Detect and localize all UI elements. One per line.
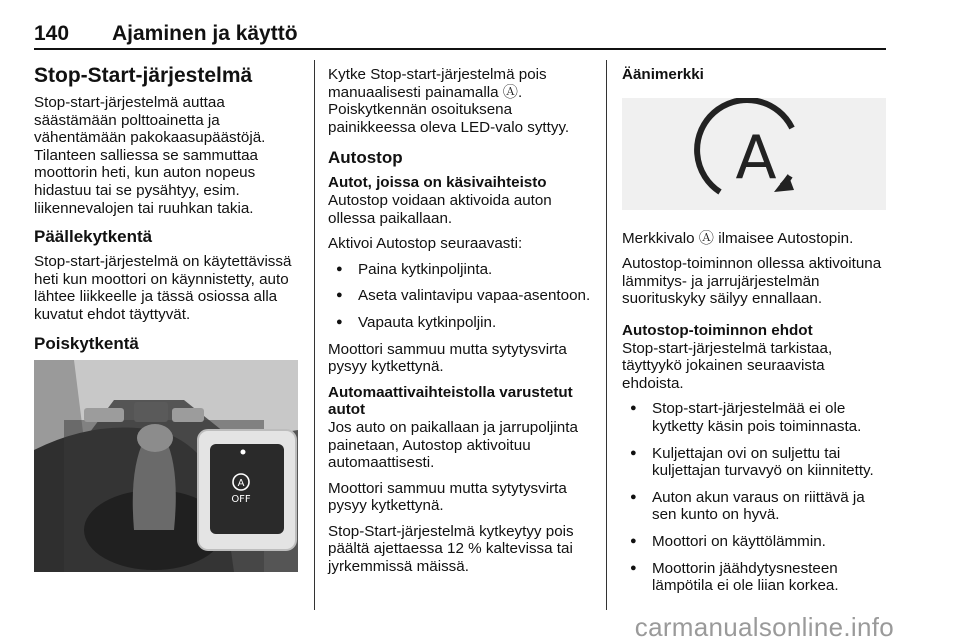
column-2: [328, 66, 600, 584]
chapter-title: Ajaminen ja käyttö: [112, 22, 298, 45]
column-3: [622, 66, 890, 604]
automatic-transmission-paragraph: Jos auto on paikallaan ja jarrupoljinta painetaan, Autostop aktivoituu automaattisesti.: [328, 418, 578, 472]
list-item: ● Stop-start-järjestelmää ei ole kytketty käsin pois toiminnasta.: [622, 400, 890, 435]
conditions-list: [622, 400, 890, 594]
manual-transmission-paragraph: Autostop voidaan aktivoida auton ollessa paikallaan.: [328, 191, 552, 227]
watermark: carmanualsonline.info: [634, 612, 894, 642]
indicator-paragraph: Merkkivalo Ⓐ ilmaisee Autostopin.: [622, 229, 854, 247]
column-divider-1: [314, 60, 315, 610]
conditions-heading: Autostop-toiminnon ehdot: [622, 321, 813, 339]
activation-paragraph: Stop-start-järjestelmä on käytettävissä heti kun moottori on käynnistetty, auto lähtee liikkeelle ja tässä osiossa alla kuvatut ehdot täyttyvät.: [34, 253, 292, 323]
list-item: ● Aseta valintavipu vapaa-asentoon.: [328, 287, 600, 305]
manual-off-paragraph: Kytke Stop-start-järjestelmä pois manuaalisesti painamalla Ⓐ. Poiskytkennän osoituksena painikkeessa oleva LED-valo syttyy.: [328, 66, 570, 136]
column-divider-2: [606, 60, 607, 610]
indicator-heading: Äänimerkki: [622, 66, 704, 83]
off-button-label: OFF: [231, 493, 251, 505]
svg-text:A: A: [735, 122, 777, 193]
activation-heading: Päällekytkentä: [34, 227, 153, 247]
list-item: ● Kuljettajan ovi on suljettu tai kuljettajan turvavyö on kiinnitetty.: [622, 445, 890, 480]
activation-steps: [328, 261, 600, 332]
column-1: [34, 64, 304, 572]
intro-paragraph: Stop-start-järjestelmä auttaa säästämään polttoainetta ja vähentämään pakokaasupäästöjä. Tilanteen salliessa se sammuttaa moottorin heti, kun auton nopeus hidastuu tai se pysähtyy, esim. liikennevalojen tai ruuhkan takia.: [34, 94, 266, 217]
autostop-a-icon: [622, 98, 886, 210]
engine-off-paragraph-2: Moottori sammuu mutta sytytysvirta pysyy kytkettynä.: [328, 479, 567, 515]
list-item: ● Vapauta kytkinpoljin.: [328, 314, 600, 332]
engine-off-paragraph-1: Moottori sammuu mutta sytytysvirta pysyy kytkettynä.: [328, 340, 567, 376]
console-photo: [34, 360, 298, 572]
systems-paragraph: Autostop-toiminnon ollessa aktivoituna lämmitys- ja jarrujärjestelmän suorituskyky säilyy ennallaan.: [622, 255, 882, 308]
svg-text:A: A: [237, 477, 245, 489]
autostop-indicator-illustration: [622, 98, 886, 210]
gear-console-illustration: [34, 360, 298, 572]
deactivation-heading: Poiskytkentä: [34, 333, 139, 353]
automatic-transmission-heading: Automaattivaihteistolla varustetut autot: [328, 383, 573, 419]
list-item: ● Auton akun varaus on riittävä ja sen kunto on hyvä.: [622, 489, 890, 524]
list-item: ● Moottori on käyttölämmin.: [622, 533, 890, 551]
slope-paragraph: Stop-Start-järjestelmä kytkeytyy pois päältä ajettaessa 12 % kaltevissa tai jyrkemmissä mäissä.: [328, 522, 574, 576]
conditions-intro: Stop-start-järjestelmä tarkistaa, täyttyykö jokainen seuraavista ehdoista.: [622, 339, 833, 392]
section-title: Stop-Start-järjestelmä: [34, 64, 253, 87]
autostop-heading: Autostop: [328, 148, 403, 168]
activate-intro: Aktivoi Autostop seuraavasti:: [328, 235, 523, 253]
list-item: ● Moottorin jäähdytysnesteen lämpötila ei ole liian korkea.: [622, 560, 890, 595]
list-item: ● Paina kytkinpoljinta.: [328, 261, 600, 279]
manual-transmission-heading: Autot, joissa on käsivaihteisto: [328, 174, 547, 192]
header-rule: [34, 48, 886, 50]
page-number: 140: [34, 22, 70, 45]
